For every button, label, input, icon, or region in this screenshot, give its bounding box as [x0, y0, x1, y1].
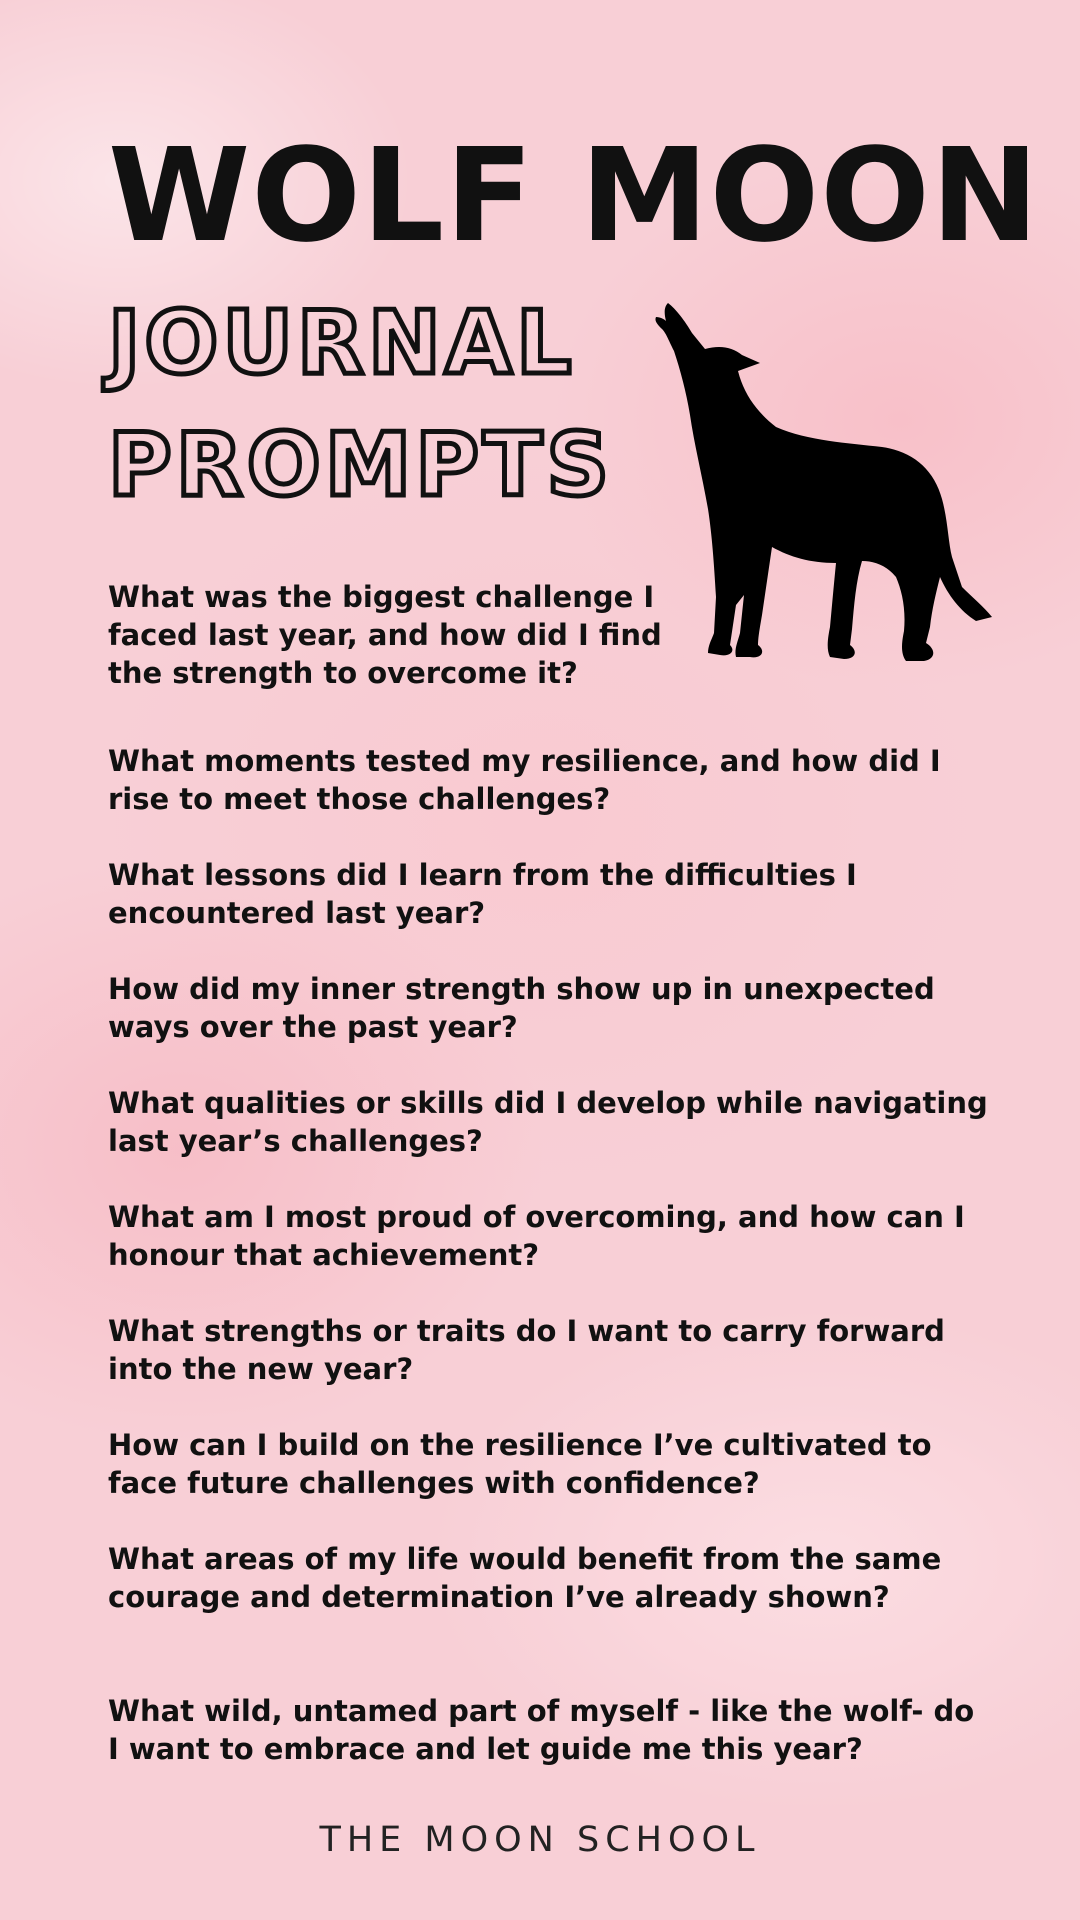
brand-footer: THE MOON SCHOOL [319, 1820, 761, 1860]
title-prompts: PROMPTS [108, 414, 614, 516]
title-journal: JOURNAL [108, 292, 576, 394]
prompt-5: What qualities or skills did I develop while navigating last year’s challenges? [108, 1086, 988, 1158]
prompt-8: How can I build on the resilience I’ve cultivated to face future challenges with confidence? [108, 1428, 932, 1500]
prompt-2: What moments tested my resilience, and how did I rise to meet those challenges? [108, 744, 941, 816]
prompt-7: What strengths or traits do I want to carry forward into the new year? [108, 1314, 945, 1386]
prompt-10: What wild, untamed part of myself - like the wolf- do I want to embrace and let guide me this year? [108, 1694, 975, 1766]
prompt-4: How did my inner strength show up in unexpected ways over the past year? [108, 972, 935, 1044]
prompt-1: What was the biggest challenge I faced last year, and how did I find the strength to overcome it? [108, 580, 662, 690]
howling-wolf-icon [650, 295, 1000, 675]
prompt-3: What lessons did I learn from the difficulties I encountered last year? [108, 858, 857, 930]
prompt-6: What am I most proud of overcoming, and how can I honour that achievement? [108, 1200, 965, 1272]
title-wolf-moon: WOLF MOON [108, 121, 1040, 271]
prompt-9: What areas of my life would benefit from the same courage and determination I’ve already shown? [108, 1542, 942, 1614]
